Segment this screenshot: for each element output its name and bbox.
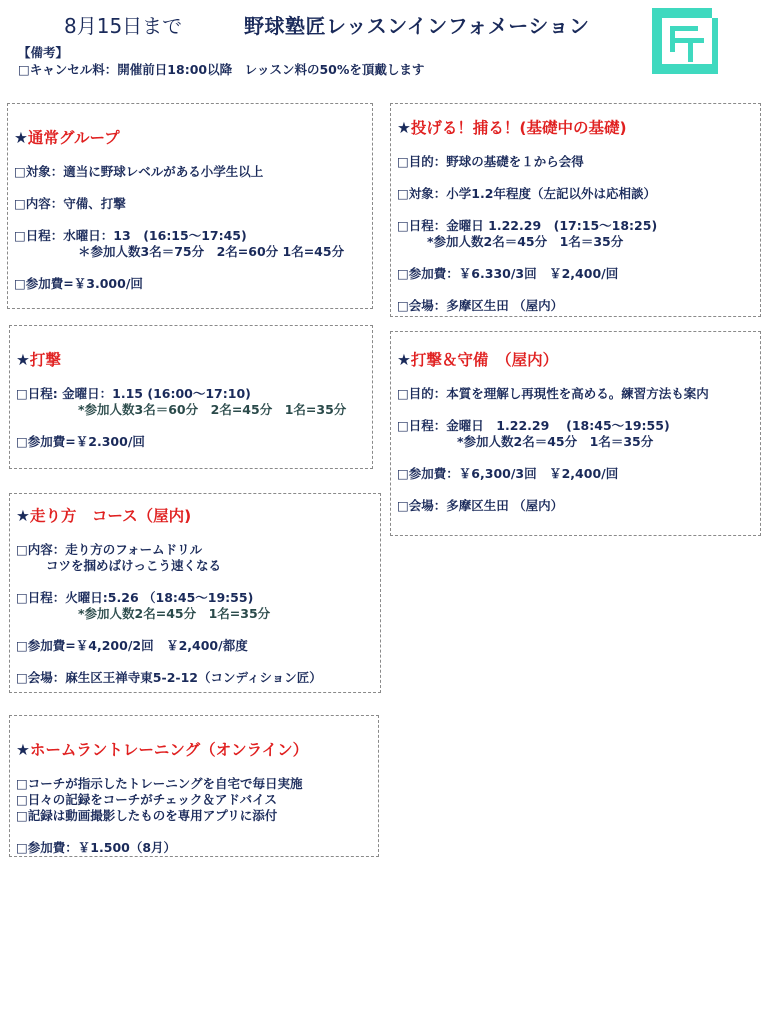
venue-row: □会場：多摩区生田 （屋内） [397, 298, 564, 313]
page-title: 野球塾匠レッスンインフォメーション [244, 14, 590, 38]
deadline-text: 8月15日まで [64, 14, 183, 38]
participants-row: ＊参加人数3名＝75分 2名=60分 1名=45分 [78, 244, 345, 259]
card-homerun-training [9, 715, 379, 857]
participants-row: *参加人数2名＝45分 1名＝35分 [427, 234, 624, 249]
schedule-row: □日程：金曜日 1.22.29 (17:15〜18:25) [397, 218, 658, 233]
content-row: □内容：守備、打撃 [14, 196, 126, 211]
content-row-2: コツを掴めばけっこう速くなる [46, 558, 222, 573]
takumi-logo-icon [652, 8, 718, 74]
card-regular-group [7, 103, 373, 309]
card-batting [9, 325, 373, 469]
card-batting-defense [390, 331, 761, 536]
schedule-row: □日程：金曜日 1.22.29 (18:45〜19:55) [397, 418, 670, 433]
target-row: □対象：小学1.2年程度（左記以外は応相談） [397, 186, 656, 201]
content-row: □内容：走り方のフォームドリル [16, 542, 203, 557]
cancellation-note: □キャンセル料：開催前日18:00以降 レッスン料の50%を頂戴します [18, 62, 425, 77]
fee-row: □参加費：￥6.330/3回 ￥2,400/回 [397, 266, 619, 281]
schedule-row: □日程：火曜日:5.26 （18:45〜19:55) [16, 590, 254, 605]
fee-row: □参加費=￥3.000/回 [14, 276, 143, 291]
card-title: ★ホームラントレーニング（オンライン） [16, 741, 309, 759]
venue-row: □会場：多摩区生田 （屋内） [397, 498, 564, 513]
schedule-row: □日程：水曜日：13 (16:15〜17:45) [14, 228, 247, 243]
purpose-row: □目的：本質を理解し再現性を高める。練習方法も案内 [397, 386, 709, 401]
fee-row: □参加費=￥4,200/2回 ￥2,400/都度 [16, 638, 248, 653]
description-line-1: □コーチが指示したトレーニングを自宅で毎日実施 [16, 776, 303, 791]
description-line-3: □記録は動画撮影したものを専用アプリに添付 [16, 808, 278, 823]
target-row: □対象：適当に野球レベルがある小学生以上 [14, 164, 264, 179]
participants-row: *参加人数2名=45分 1名=35分 [78, 606, 271, 621]
venue-row: □会場：麻生区王禅寺東5-2-12（コンディション匠） [16, 670, 322, 685]
card-title: ★打撃 [16, 351, 61, 369]
participants-row: *参加人数3名＝60分 2名=45分 1名=35分 [78, 402, 347, 417]
card-title: ★投げる！捕る！(基礎中の基礎) [397, 119, 627, 137]
card-title: ★打撃＆守備 （屋内） [397, 351, 559, 369]
fee-row: □参加費：￥1.500（8月） [16, 840, 177, 855]
card-title: ★走り方 コース（屋内) [16, 507, 192, 525]
fee-row: □参加費=￥2.300/回 [16, 434, 145, 449]
card-running [9, 493, 381, 693]
notes-heading: 【備考】 [18, 45, 69, 60]
notes-section [18, 44, 424, 78]
card-title: ★通常グループ [14, 129, 120, 147]
fee-row: □参加費：￥6,300/3回 ￥2,400/回 [397, 466, 619, 481]
participants-row: *参加人数2名＝45分 1名＝35分 [457, 434, 654, 449]
description-line-2: □日々の記録をコーチがチェック＆アドバイス [16, 792, 278, 807]
schedule-row: □日程: 金曜日：1.15 (16:00〜17:10) [16, 386, 251, 401]
purpose-row: □目的：野球の基礎を１から会得 [397, 154, 584, 169]
card-throw-catch [390, 103, 761, 317]
